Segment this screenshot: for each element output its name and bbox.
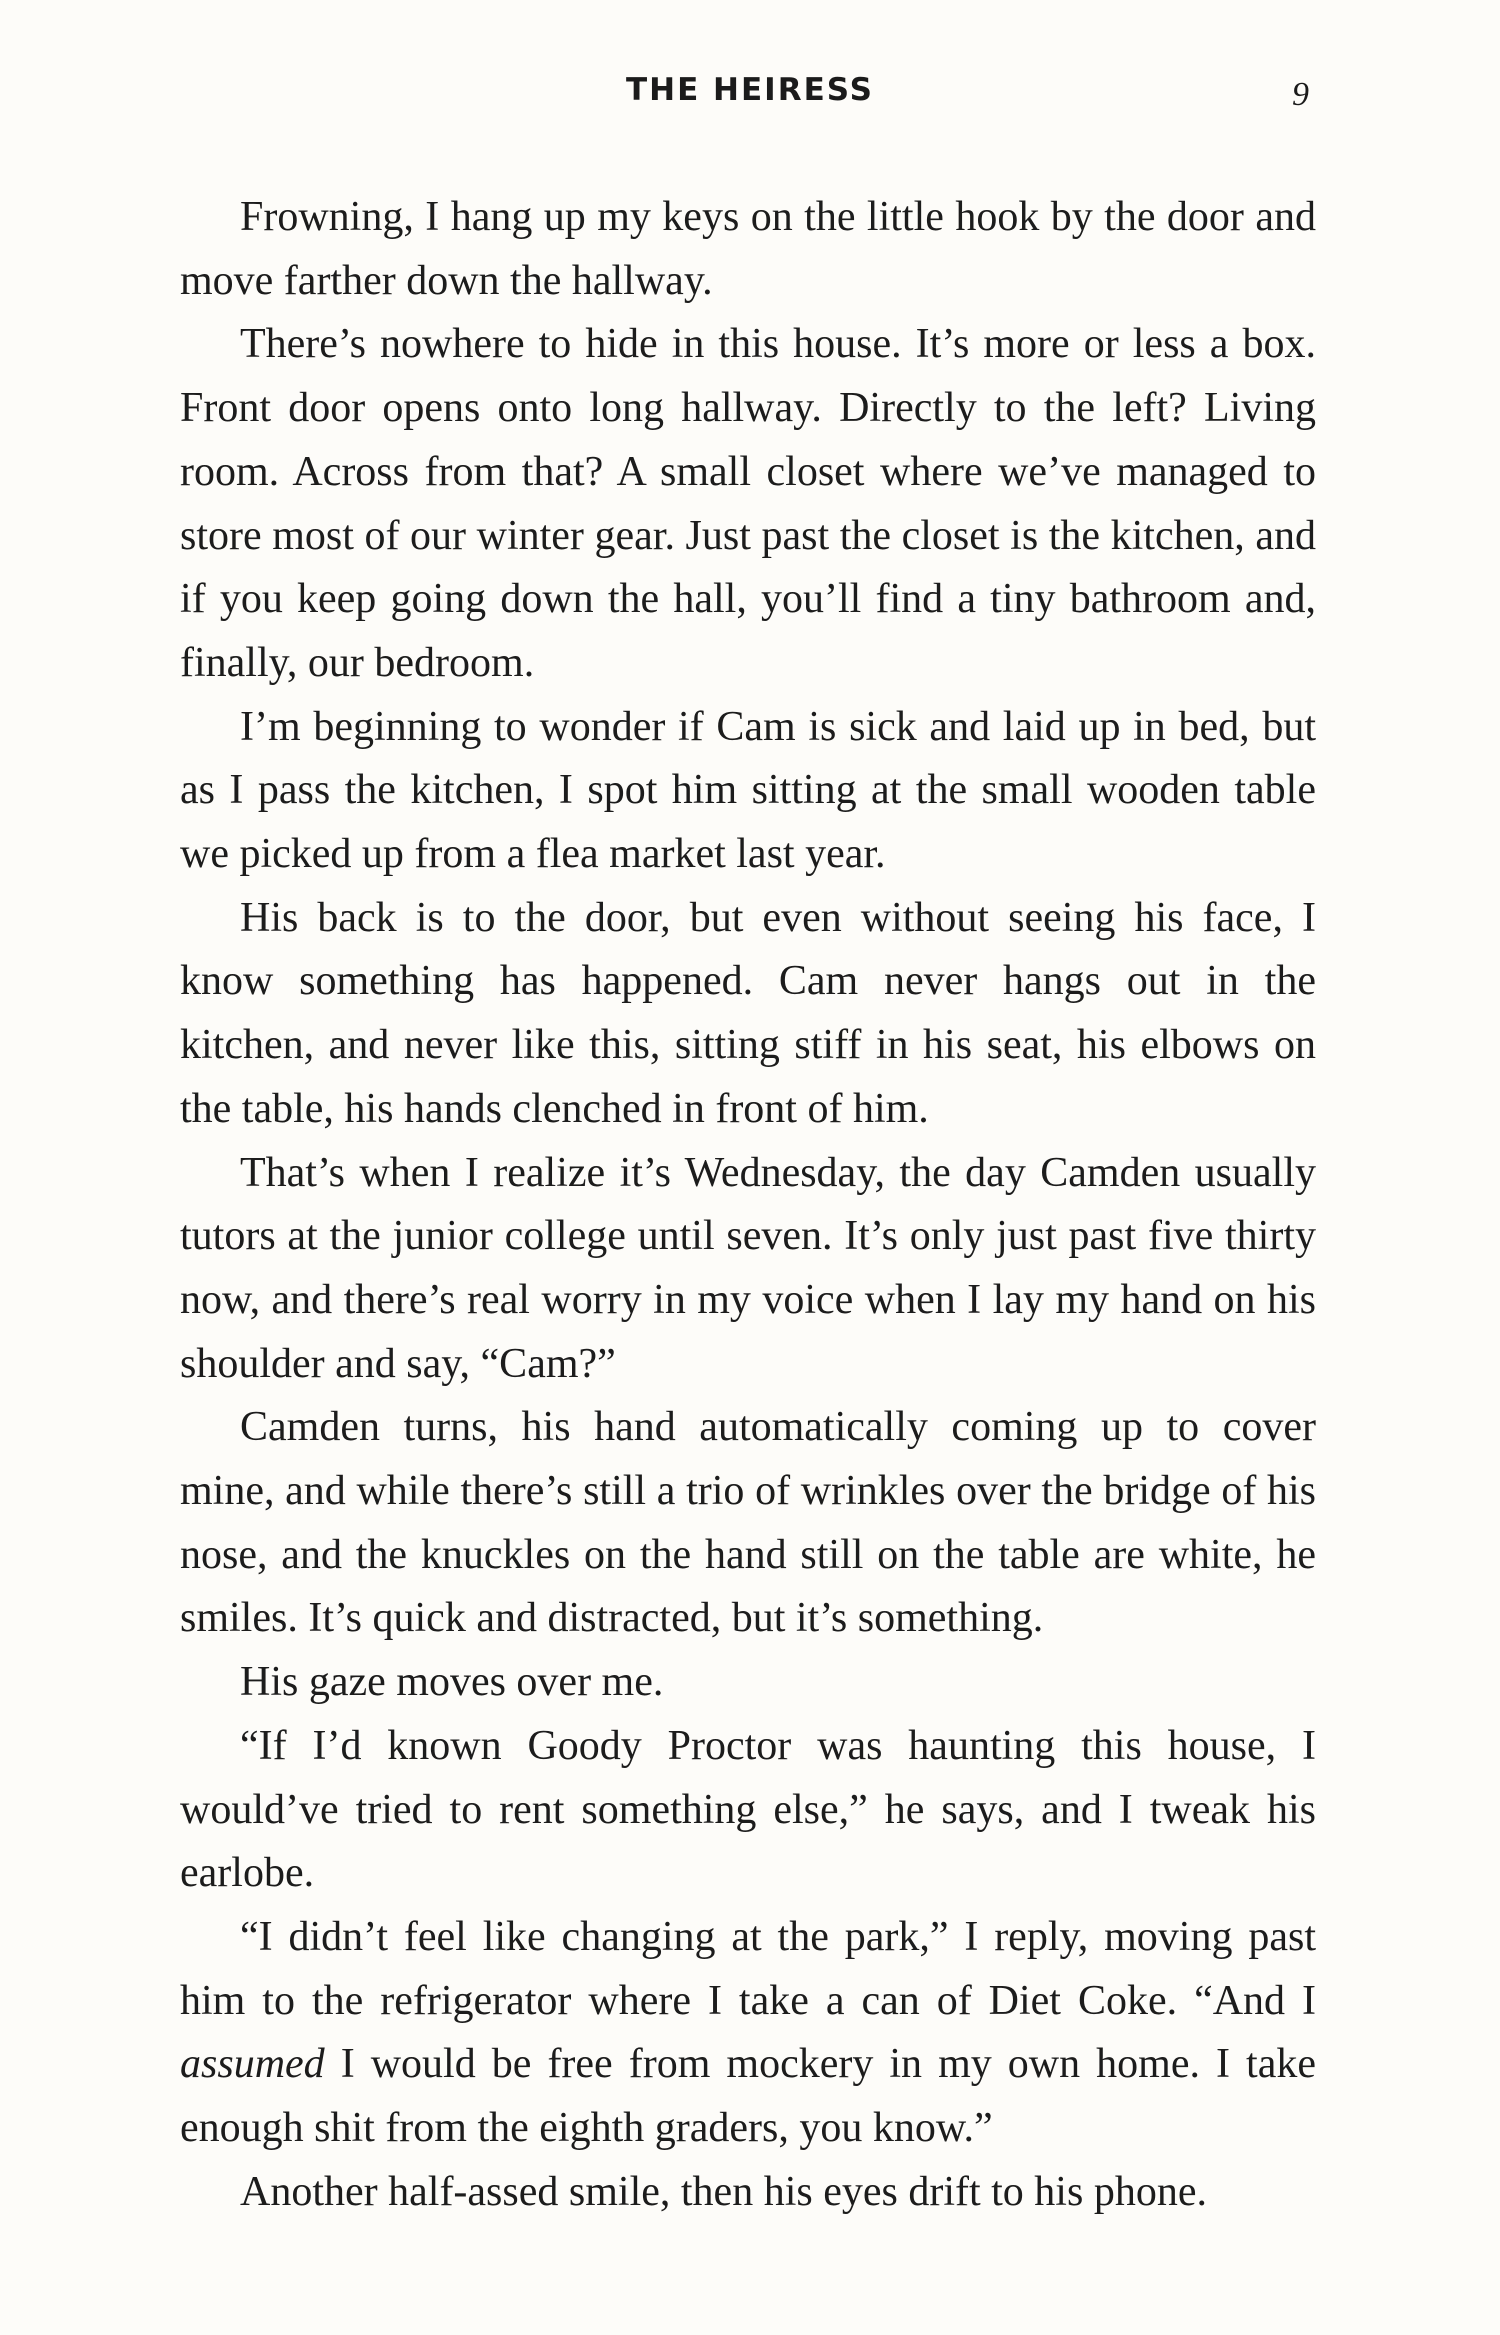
paragraph-2: There’s nowhere to hide in this house. It’s more or less a box. Front door opens onto long hallway. Directly to the left? Living room. Across from that? A small closet where we’ve managed to store most of our winter gear. Just past the closet is the kitchen, and if you keep going down the hall, you’ll find a tiny bathroom and, finally, our bedroom. (180, 321, 1316, 686)
paragraph-10: Another half-assed smile, then his eyes drift to his phone. (240, 2168, 1207, 2215)
paragraph-9-end: I would be free from mockery in my own home. I take enough shit from the eighth graders, you know.” (180, 2041, 1316, 2152)
paragraph-5: That’s when I realize it’s Wednesday, the day Camden usually tutors at the junior college until seven. It’s only just past five thirty now, and there’s real worry in my voice when I lay my hand on his shoulder and say, “Cam?” (180, 1149, 1316, 1387)
paragraph-9 (180, 1906, 1316, 2161)
running-head-title: THE HEIRESS (625, 72, 875, 108)
emphasis-assumed: assumed (180, 2041, 325, 2088)
paragraph-6: Camden turns, his hand automatically coming up to cover mine, and while there’s still a trio of wrinkles over the bridge of his nose, and the knuckles on the hand still on the table are white, he smiles. It’s quick and distracted, but it’s something. (180, 1404, 1316, 1642)
page-number: 9 (1292, 76, 1309, 113)
paragraph-1: Frowning, I hang up my keys on the little hook by the door and move farther down the hallway. (180, 194, 1316, 304)
paragraph-3: I’m beginning to wonder if Cam is sick and laid up in bed, but as I pass the kitchen, I spot him sitting at the small wooden table we picked up from a flea market last year. (180, 703, 1316, 878)
paragraph-7: His gaze moves over me. (240, 1659, 664, 1706)
paragraph-8: “If I’d known Goody Proctor was haunting this house, I would’ve tried to rent something else,” he says, and I tweak his earlobe. (180, 1722, 1316, 1897)
paragraph-4: His back is to the door, but even without seeing his face, I know something has happened. Cam never hangs out in the kitchen, and never like this, sitting stiff in his seat, his elbows on the table, his hands clenched in front of him. (180, 894, 1316, 1132)
paragraph-9-start: “I didn’t feel like changing at the park,” I reply, moving past him to the refrigerator where I take a can of Diet Coke. “And I (180, 1913, 1316, 2024)
body-text (180, 186, 1316, 2225)
